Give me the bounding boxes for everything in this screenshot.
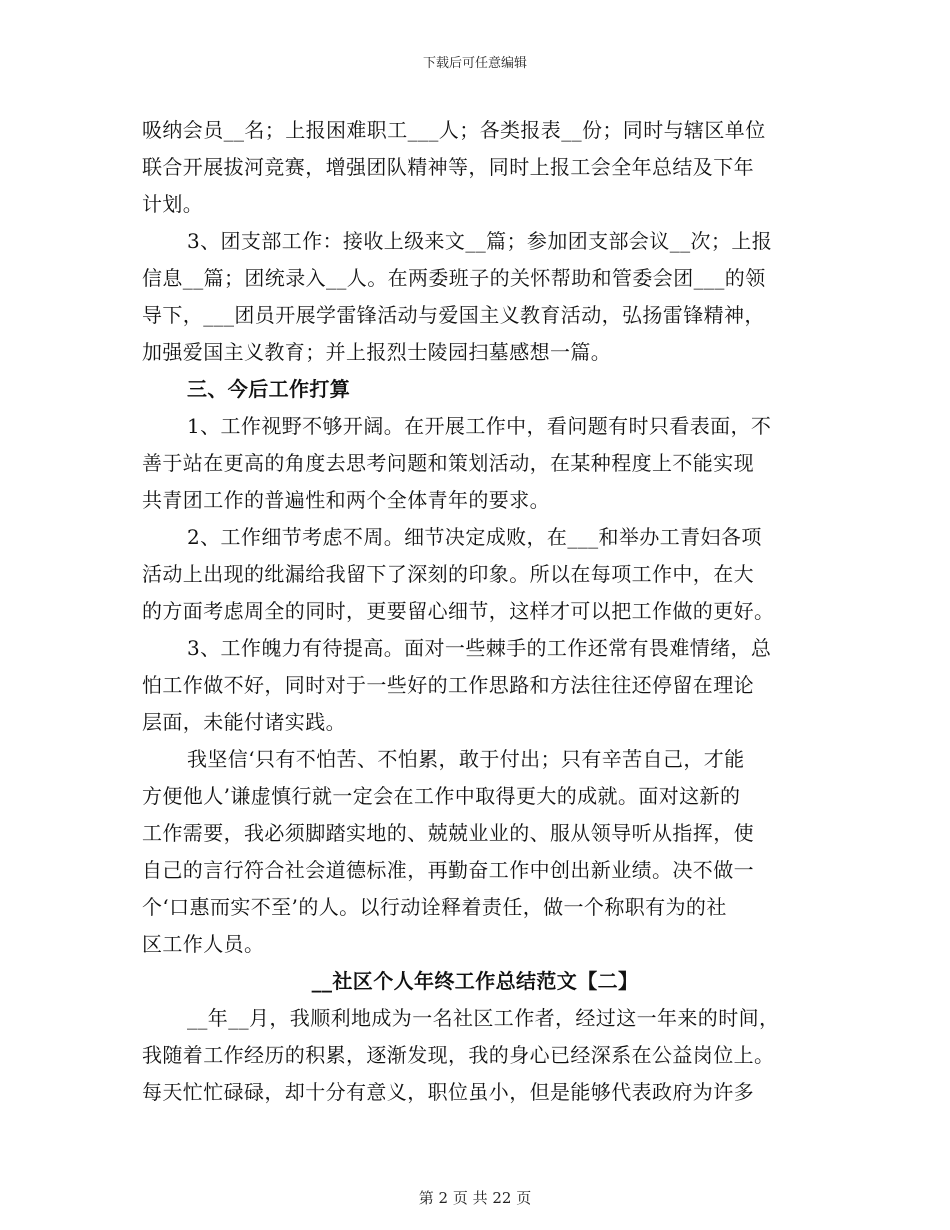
text-line: 吸纳会员__名；上报困难职工___人；各类报表__份；同时与辖区单位 [142,118,766,142]
text-line: 3、工作魄力有待提高。面对一些棘手的工作还常有畏难情绪，总 [187,636,772,660]
text-line: 信息__篇；团统录入__人。在两委班子的关怀帮助和管委会团___的领 [142,266,766,290]
text-line: 层面，未能付诸实践。 [142,710,346,734]
text-line: 每天忙忙碌碌，却十分有意义，职位虽小，但是能够代表政府为许多 [142,1080,754,1104]
text-line: 我随着工作经历的积累，逐渐发现，我的身心已经深系在公益岗位上。 [142,1043,775,1067]
text-line: __年__月，我顺利地成为一名社区工作者，经过这一年来的时间， [187,1006,780,1030]
text-line: 活动上出现的纰漏给我留下了深刻的印象。所以在每项工作中，在大 [142,562,754,586]
text-line: 联合开展拔河竞赛，增强团队精神等，同时上报工会全年总结及下年 [142,155,754,179]
page-footer: 第 2 页 共 22 页 [418,1189,532,1207]
text-line: 共青团工作的普遍性和两个全体青年的要求。 [142,488,550,512]
text-line: 自己的言行符合社会道德标准，再勤奋工作中创出新业绩。决不做一 [142,858,754,882]
text-line: 我坚信‘只有不怕苦、不怕累，敢于付出；只有辛苦自己，才能 [187,747,745,771]
article-title: __社区个人年终工作总结范文【二】 [311,969,639,993]
text-line: 加强爱国主义教育；并上报烈士陵园扫墓感想一篇。 [142,340,612,364]
text-line: 计划。 [142,192,204,216]
text-line: 3、团支部工作：接收上级来文__篇；参加团支部会议__次；上报 [187,229,773,253]
section-heading: 三、今后工作打算 [187,377,351,401]
text-line: 1、工作视野不够开阔。在开展工作中，看问题有时只看表面，不 [187,414,772,438]
text-line: 的方面考虑周全的同时，更要留心细节，这样才可以把工作做的更好。 [142,599,775,623]
text-line: 2、工作细节考虑不周。细节决定成败，在___和举办工青妇各项 [187,525,762,549]
page-header: 下载后可任意编辑 [422,56,527,71]
text-line: 区工作人员。 [142,932,265,956]
text-line: 工作需要，我必须脚踏实地的、兢兢业业的、服从领导听从指挥，使 [142,821,754,845]
text-line: 善于站在更高的角度去思考问题和策划活动，在某种程度上不能实现 [142,451,754,475]
text-line: 方便他人’谦虚慎行就一定会在工作中取得更大的成就。面对这新的 [142,784,741,808]
text-line: 个‘口惠而实不至’的人。以行动诠释着责任，做一个称职有为的社 [142,895,727,919]
text-line: 怕工作做不好，同时对于一些好的工作思路和方法往往还停留在理论 [142,673,754,697]
text-line: 导下，___团员开展学雷锋活动与爱国主义教育活动，弘扬雷锋精神， [142,303,765,327]
